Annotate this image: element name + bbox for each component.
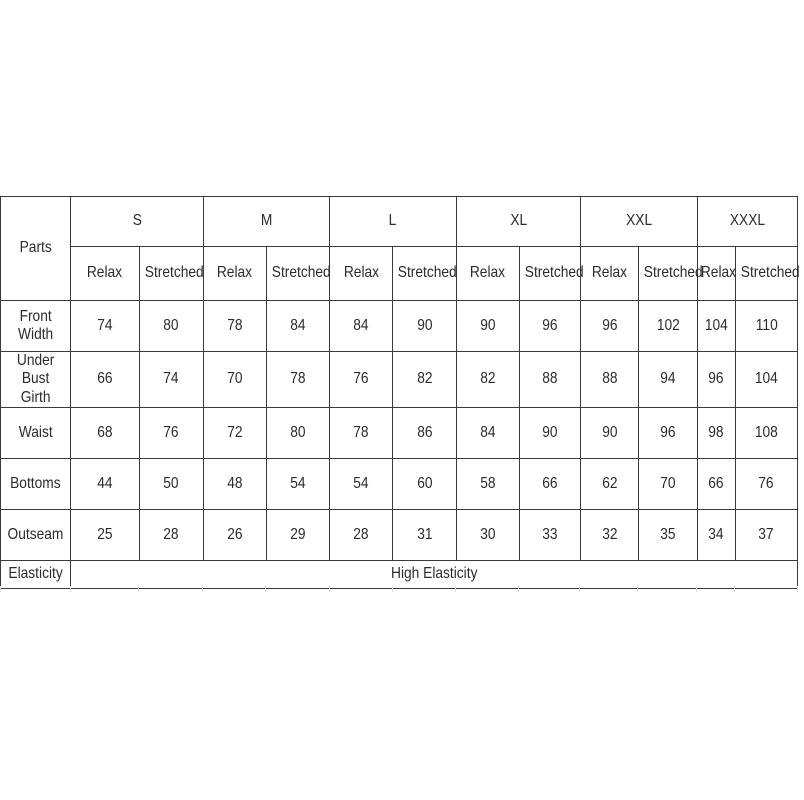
size-header-xxl — [581, 197, 697, 247]
part-label — [1, 510, 71, 561]
relax-header — [581, 247, 639, 301]
measurement-cell — [71, 459, 139, 510]
elasticity-row — [1, 561, 798, 589]
size-header-xxxl-text: XXXL — [729, 212, 765, 230]
measurement-cell — [697, 510, 735, 561]
measurement-cell — [139, 459, 203, 510]
measurement-cell-text: 84 — [290, 316, 306, 334]
measurement-cell-text: 110 — [755, 316, 778, 334]
stretched-header — [519, 247, 584, 301]
tick-line — [138, 586, 139, 592]
relax-header — [456, 247, 519, 301]
table-row — [1, 301, 798, 352]
tick-line — [734, 586, 735, 592]
measurement-cell-text: 96 — [542, 316, 558, 334]
sub-header-row — [1, 247, 798, 301]
measurement-cell — [203, 408, 266, 459]
measurement-cell — [519, 301, 580, 352]
tick-line — [202, 586, 203, 592]
measurement-cell — [203, 352, 266, 408]
measurement-cell — [393, 408, 456, 459]
table-bottom-ticks — [0, 586, 798, 592]
measurement-cell — [639, 352, 697, 408]
measurement-cell — [139, 408, 203, 459]
measurement-cell-text: 98 — [708, 423, 724, 441]
stretched-header-text: Stretched — [398, 264, 458, 282]
measurement-cell-text: 54 — [290, 474, 306, 492]
parts-header — [1, 197, 71, 301]
measurement-cell-text: 96 — [708, 370, 724, 388]
elasticity-label — [1, 561, 71, 589]
tick-line — [797, 586, 798, 592]
tick-line — [392, 586, 393, 592]
tick-line — [70, 586, 71, 592]
table-row — [1, 352, 798, 408]
elasticity-value-text: High Elasticity — [390, 565, 478, 583]
measurement-cell-text: 66 — [708, 474, 724, 492]
measurement-cell-text: 104 — [704, 316, 728, 334]
table-row — [1, 510, 798, 561]
tick-line — [455, 586, 456, 592]
measurement-cell-text: 90 — [602, 423, 618, 441]
measurement-cell — [266, 459, 329, 510]
size-chart-body — [1, 197, 798, 589]
measurement-cell-text: 26 — [227, 525, 243, 543]
size-header-row — [1, 197, 798, 247]
part-label-text: Under Bust Girth — [16, 352, 55, 406]
relax-header-text: Relax — [700, 264, 736, 282]
measurement-cell — [330, 301, 393, 352]
measurement-cell — [735, 352, 797, 408]
measurement-cell-text: 29 — [290, 525, 306, 543]
stretched-header-text: Stretched — [740, 264, 800, 282]
relax-header-text: Relax — [87, 264, 123, 282]
size-header-m-text: M — [260, 212, 273, 230]
measurement-cell-text: 78 — [290, 370, 306, 388]
tick-line — [329, 586, 330, 592]
part-label-text: Front Width — [18, 307, 54, 343]
tick-line — [0, 586, 1, 592]
measurement-cell — [697, 408, 735, 459]
measurement-cell — [639, 301, 697, 352]
measurement-cell — [519, 459, 580, 510]
table-row — [1, 459, 798, 510]
measurement-cell-text: 76 — [353, 370, 369, 388]
measurement-cell — [735, 459, 797, 510]
measurement-cell-text: 108 — [754, 423, 778, 441]
elasticity-label-text: Elasticity — [8, 565, 63, 583]
measurement-cell — [71, 301, 139, 352]
measurement-cell-text: 78 — [353, 423, 369, 441]
measurement-cell — [581, 459, 639, 510]
measurement-cell-text: 30 — [480, 525, 496, 543]
measurement-cell-text: 62 — [602, 474, 618, 492]
measurement-cell — [330, 510, 393, 561]
measurement-cell-text: 96 — [602, 316, 618, 334]
stretched-header — [735, 247, 800, 301]
relax-header-text: Relax — [217, 264, 253, 282]
measurement-cell-text: 94 — [660, 370, 676, 388]
measurement-cell-text: 25 — [97, 525, 113, 543]
measurement-cell-text: 48 — [227, 474, 243, 492]
measurement-cell — [639, 408, 697, 459]
part-label-text: Outseam — [7, 525, 64, 543]
stretched-header — [393, 247, 456, 301]
measurement-cell — [266, 510, 329, 561]
measurement-cell — [266, 301, 329, 352]
measurement-cell-text: 72 — [227, 423, 243, 441]
measurement-cell-text: 82 — [416, 370, 433, 388]
measurement-cell-text: 96 — [660, 423, 676, 441]
size-header-xxxl — [697, 197, 798, 247]
measurement-cell — [456, 408, 519, 459]
measurement-cell — [697, 352, 735, 408]
measurement-cell-text: 90 — [480, 316, 496, 334]
measurement-cell — [456, 459, 519, 510]
relax-header-text: Relax — [592, 264, 628, 282]
tick-line — [696, 586, 697, 592]
measurement-cell — [697, 301, 735, 352]
size-chart-table — [0, 196, 798, 589]
stretched-header-text: Stretched — [271, 264, 331, 282]
measurement-cell-text: 86 — [416, 423, 433, 441]
measurement-cell — [139, 301, 203, 352]
stretched-header — [639, 247, 703, 301]
stretched-header — [266, 247, 329, 301]
measurement-cell — [519, 352, 580, 408]
measurement-cell — [456, 301, 519, 352]
measurement-cell — [393, 301, 456, 352]
measurement-cell — [71, 352, 139, 408]
measurement-cell-text: 76 — [758, 474, 774, 492]
tick-line — [637, 586, 638, 592]
measurement-cell — [456, 510, 519, 561]
measurement-cell — [330, 408, 393, 459]
measurement-cell — [735, 408, 797, 459]
measurement-cell-text: 78 — [227, 316, 243, 334]
measurement-cell-text: 80 — [290, 423, 306, 441]
measurement-cell — [581, 301, 639, 352]
size-header-xxl-text: XXL — [625, 212, 652, 230]
measurement-cell-text: 84 — [353, 316, 369, 334]
measurement-cell — [519, 510, 580, 561]
measurement-cell-text: 34 — [708, 525, 724, 543]
relax-header — [203, 247, 266, 301]
measurement-cell — [639, 459, 697, 510]
measurement-cell-text: 102 — [656, 316, 680, 334]
stretched-header-text: Stretched — [644, 264, 703, 282]
measurement-cell-text: 37 — [758, 525, 774, 543]
tick-line — [265, 586, 266, 592]
size-header-xl-text: XL — [509, 212, 527, 230]
measurement-cell — [393, 510, 456, 561]
part-label — [1, 301, 71, 352]
size-header-m — [203, 197, 329, 247]
stretched-header — [139, 247, 203, 301]
relax-header — [71, 247, 139, 301]
parts-header-text: Parts — [19, 239, 52, 257]
relax-header — [697, 247, 735, 301]
measurement-cell-text: 70 — [227, 370, 243, 388]
measurement-cell-text: 74 — [97, 316, 113, 334]
tick-line — [518, 586, 519, 592]
measurement-cell — [735, 301, 797, 352]
table-row — [1, 408, 798, 459]
measurement-cell-text: 104 — [754, 370, 778, 388]
measurement-cell-text: 90 — [542, 423, 558, 441]
measurement-cell-text: 80 — [163, 316, 179, 334]
part-label-text: Waist — [18, 423, 53, 441]
measurement-cell — [203, 459, 266, 510]
measurement-cell — [71, 408, 139, 459]
measurement-cell — [139, 510, 203, 561]
size-header-s-text: S — [132, 212, 142, 230]
measurement-cell — [639, 510, 697, 561]
relax-header-text: Relax — [470, 264, 506, 282]
part-label-text: Bottoms — [10, 474, 61, 492]
measurement-cell — [581, 352, 639, 408]
measurement-cell — [266, 408, 329, 459]
measurement-cell-text: 88 — [542, 370, 558, 388]
measurement-cell — [519, 408, 580, 459]
measurement-cell-text: 31 — [416, 525, 433, 543]
measurement-cell-text: 70 — [660, 474, 676, 492]
measurement-cell-text: 74 — [163, 370, 179, 388]
measurement-cell — [71, 510, 139, 561]
measurement-cell — [393, 352, 456, 408]
measurement-cell-text: 32 — [602, 525, 618, 543]
part-label — [1, 459, 71, 510]
measurement-cell-text: 44 — [97, 474, 113, 492]
measurement-cell-text: 54 — [353, 474, 369, 492]
size-header-xl — [456, 197, 580, 247]
measurement-cell-text: 82 — [480, 370, 496, 388]
relax-header — [330, 247, 393, 301]
size-header-s — [71, 197, 204, 247]
size-header-l-text: L — [389, 212, 397, 230]
measurement-cell — [456, 352, 519, 408]
measurement-cell — [203, 510, 266, 561]
measurement-cell-text: 35 — [660, 525, 676, 543]
part-label — [1, 408, 71, 459]
measurement-cell — [330, 352, 393, 408]
elasticity-value — [71, 561, 798, 589]
measurement-cell — [735, 510, 797, 561]
measurement-cell-text: 33 — [542, 525, 558, 543]
measurement-cell — [139, 352, 203, 408]
stretched-header-text: Stretched — [524, 264, 584, 282]
measurement-cell-text: 88 — [602, 370, 618, 388]
measurement-cell-text: 28 — [163, 525, 179, 543]
measurement-cell-text: 66 — [542, 474, 558, 492]
measurement-cell-text: 50 — [163, 474, 179, 492]
measurement-cell-text: 60 — [416, 474, 433, 492]
measurement-cell-text: 28 — [353, 525, 369, 543]
measurement-cell-text: 84 — [480, 423, 496, 441]
measurement-cell-text: 66 — [97, 370, 113, 388]
part-label — [1, 352, 71, 408]
measurement-cell — [581, 510, 639, 561]
measurement-cell-text: 68 — [97, 423, 113, 441]
measurement-cell — [330, 459, 393, 510]
tick-line — [579, 586, 580, 592]
relax-header-text: Relax — [343, 264, 379, 282]
measurement-cell — [203, 301, 266, 352]
measurement-cell-text: 76 — [163, 423, 179, 441]
size-header-l — [330, 197, 456, 247]
measurement-cell — [393, 459, 456, 510]
measurement-cell — [581, 408, 639, 459]
measurement-cell-text: 90 — [416, 316, 433, 334]
stretched-header-text: Stretched — [144, 264, 204, 282]
measurement-cell — [697, 459, 735, 510]
measurement-cell-text: 58 — [480, 474, 496, 492]
measurement-cell — [266, 352, 329, 408]
